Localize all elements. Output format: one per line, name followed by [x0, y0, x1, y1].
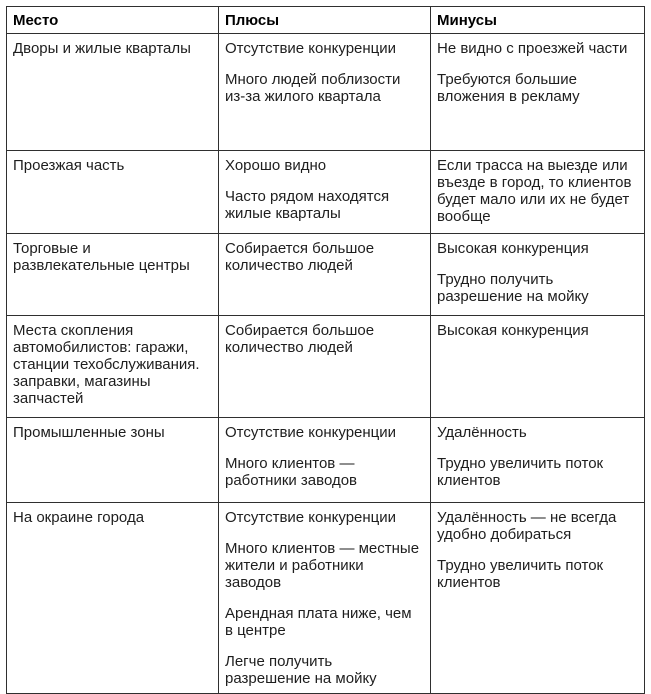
cons-item: Не видно с проезжей части: [437, 40, 628, 57]
cell-pros: [219, 151, 431, 234]
cell-pros: [219, 234, 431, 316]
place-text: Дворы и жилые кварталы: [13, 40, 191, 57]
table-row: [7, 234, 645, 316]
pros-item: Отсутствие конкуренции: [225, 424, 397, 441]
cons-item: Требуются большие вложения в рекламу: [437, 71, 580, 105]
table-row: [7, 316, 645, 418]
pros-item: Легче получить разрешение на мойку: [225, 653, 377, 687]
pros-item: Собирается большое количество людей: [225, 240, 375, 274]
cell-place: [7, 34, 219, 151]
cell-pros: [219, 34, 431, 151]
cell-cons: [431, 151, 645, 234]
cell-place: [7, 503, 219, 694]
cell-pros: [219, 503, 431, 694]
cell-cons: [431, 234, 645, 316]
cell-pros: [219, 418, 431, 503]
pros-item: Арендная плата ниже, чем в центре: [225, 605, 412, 639]
column-header-pros: Плюсы: [219, 7, 431, 34]
pros-item: Много клиентов — работники заводов: [225, 455, 358, 489]
cons-item: Удалённость — не всегда удобно добираться: [437, 509, 617, 543]
cons-item: Удалённость: [437, 424, 527, 441]
cell-cons: [431, 316, 645, 418]
pros-item: Много людей поблизости из-за жилого квартала: [225, 71, 401, 105]
cell-cons: [431, 503, 645, 694]
place-text: На окраине города: [13, 509, 145, 526]
pros-item: Много клиентов — местные жители и работники заводов: [225, 540, 420, 591]
cons-item: Высокая конкуренция: [437, 240, 589, 257]
place-text: Места скопления автомобилистов: гаражи, станции техобслуживания. заправки, магазины запчастей: [13, 322, 200, 407]
column-header-cons: Минусы: [431, 7, 645, 34]
cell-cons: [431, 34, 645, 151]
pros-item: Собирается большое количество людей: [225, 322, 375, 356]
place-text: Проезжая часть: [13, 157, 125, 174]
cons-item: Трудно увеличить поток клиентов: [437, 455, 604, 489]
cell-pros: [219, 316, 431, 418]
column-header-place: Место: [7, 7, 219, 34]
pros-item: Отсутствие конкуренции: [225, 40, 397, 57]
cell-cons: [431, 418, 645, 503]
header-row: [7, 7, 645, 34]
place-text: Промышленные зоны: [13, 424, 165, 441]
table-row: [7, 418, 645, 503]
cell-place: [7, 151, 219, 234]
table-row: [7, 151, 645, 234]
cons-item: Трудно получить разрешение на мойку: [437, 271, 589, 305]
table-row: [7, 34, 645, 151]
cell-place: [7, 418, 219, 503]
location-comparison-table: [6, 6, 645, 694]
pros-item: Часто рядом находятся жилые кварталы: [225, 188, 390, 222]
cell-place: [7, 316, 219, 418]
cons-item: Высокая конкуренция: [437, 322, 589, 339]
cell-place: [7, 234, 219, 316]
cons-item: Трудно увеличить поток клиентов: [437, 557, 604, 591]
place-text: Торговые и развлекательные центры: [13, 240, 190, 274]
pros-item: Отсутствие конкуренции: [225, 509, 397, 526]
table-row: [7, 503, 645, 694]
pros-item: Хорошо видно: [225, 157, 327, 174]
cons-item: Если трасса на выезде или въезде в город, то клиентов будет мало или их не будет вообще: [437, 157, 632, 225]
